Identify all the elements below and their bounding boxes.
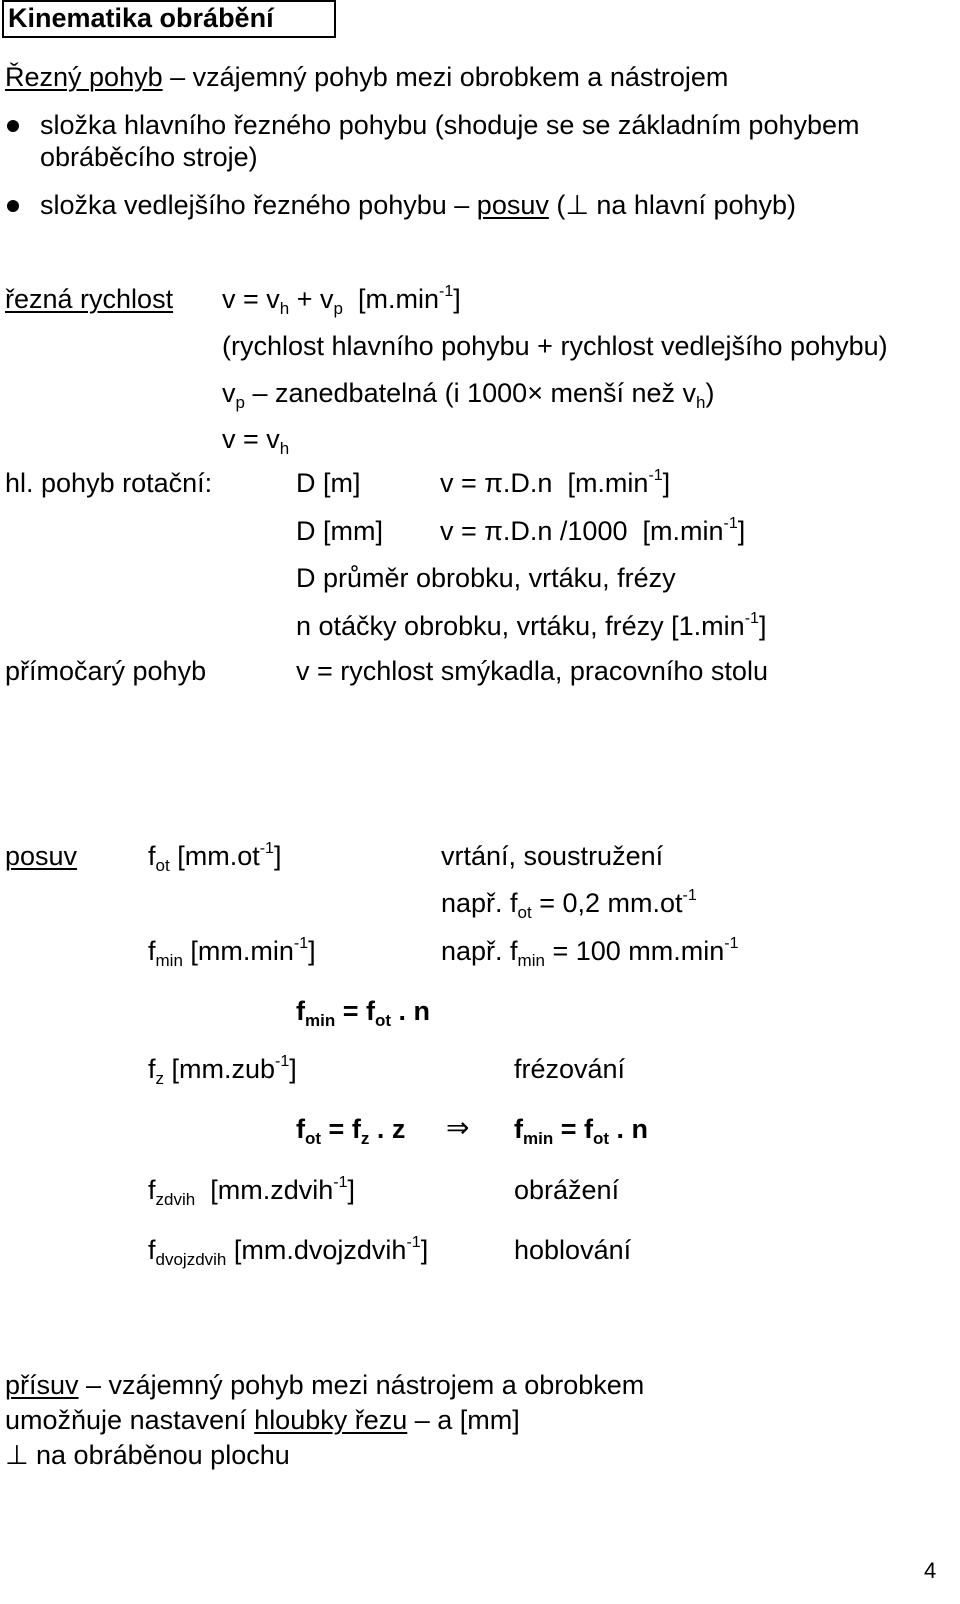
- eq-plus: + v: [289, 284, 334, 314]
- f: f: [148, 841, 156, 871]
- infeed-line2-post: – a [mm]: [407, 1405, 520, 1435]
- feed-f-dvojzdvih-use: hoblování: [514, 1235, 632, 1265]
- feed-label: posuv: [5, 841, 78, 871]
- cutting-speed-explain: (rychlost hlavního pohybu + rychlost vedlejšího pohybu): [222, 331, 888, 361]
- feed-f-min-example: [441, 935, 739, 970]
- intro-rest: – vzájemný pohyb mezi obrobkem a nástrojem: [162, 62, 729, 92]
- sub: ot: [155, 856, 170, 875]
- bullet-dot: [7, 120, 19, 132]
- intro-term: Řezný pohyb: [5, 62, 163, 92]
- unit: [mm.min: [182, 936, 294, 966]
- sub: zdvih: [155, 1190, 196, 1209]
- feed-f-dvojzdvih: [148, 1234, 429, 1269]
- close: ]: [347, 1175, 355, 1205]
- sub: dvojzdvih: [155, 1250, 227, 1269]
- bullet-2-term: posuv: [476, 190, 549, 220]
- close: ]: [289, 1054, 297, 1084]
- unit: [mm.dvojzdvih: [226, 1235, 407, 1265]
- exp: -1: [293, 935, 309, 952]
- sub: min: [517, 951, 545, 970]
- rotary-formula-m: [440, 467, 671, 498]
- bullet-2-post: (⊥ na hlavní pohyb): [548, 190, 797, 220]
- feed-f-z-use: frézování: [514, 1054, 626, 1084]
- eq-unit: [m.min: [358, 284, 440, 314]
- rotary-label: hl. pohyb rotační:: [5, 468, 213, 498]
- bullet-2-pre: složka vedlejšího řezného pohybu –: [40, 190, 477, 220]
- neg-close: ): [705, 378, 715, 408]
- result-v: v = v: [222, 424, 280, 454]
- n-desc-close: ]: [758, 611, 767, 641]
- s1: ot: [305, 1129, 322, 1148]
- unit: [mm.zdvih: [195, 1175, 334, 1205]
- rotary-formula-mm: [440, 515, 746, 546]
- eq-close: ]: [453, 284, 461, 314]
- neg-text: – zanedbatelná (i 1000× menší než v: [244, 378, 697, 408]
- exp: -1: [406, 1234, 421, 1251]
- neg-sub-p: p: [235, 393, 245, 412]
- feed-f-zdvih-use: obrážení: [514, 1175, 620, 1205]
- feed-f-ot-use: vrtání, soustružení: [441, 841, 664, 871]
- eq: = f: [335, 996, 375, 1026]
- n-desc-text: n otáčky obrobku, vrtáku, frézy [1.min: [296, 611, 745, 641]
- f: f: [148, 1235, 156, 1265]
- neg-v: v: [222, 378, 236, 408]
- exp: -1: [682, 887, 697, 904]
- rotary-dim-mm: D [mm]: [296, 516, 383, 546]
- formula-close: ]: [737, 516, 746, 546]
- formula-unit: [m.min: [567, 468, 649, 498]
- eq-sub-h: h: [279, 299, 290, 318]
- eq-sub-p: p: [333, 299, 343, 318]
- unit: [mm.ot: [169, 841, 260, 871]
- formula-exp: -1: [723, 515, 738, 532]
- linear-text: v = rychlost smýkadla, pracovního stolu: [296, 656, 768, 686]
- feed-relation-fot-fz: [296, 1114, 406, 1148]
- close: ]: [273, 841, 282, 871]
- f1: f: [296, 1114, 305, 1144]
- sub: min: [155, 951, 183, 970]
- cutting-speed-label: řezná rychlost: [5, 284, 174, 314]
- f: f: [148, 1175, 156, 1205]
- sub: z: [155, 1069, 165, 1088]
- s2: ot: [593, 1129, 610, 1148]
- tail: . n: [609, 1114, 649, 1144]
- formula-close: ]: [662, 468, 671, 498]
- result-sub-h: h: [279, 439, 290, 458]
- cutting-speed-equation: [222, 283, 461, 318]
- bullet-1-line1: složka hlavního řezného pohybu (shoduje se se základním pohybem: [40, 110, 860, 140]
- s2: z: [360, 1129, 370, 1148]
- s1: min: [305, 1011, 336, 1030]
- close: ]: [420, 1235, 429, 1265]
- eq: = f: [321, 1114, 361, 1144]
- infeed-line2-term: hloubky řezu: [254, 1405, 408, 1435]
- infeed-line2-pre: umožňuje nastavení: [5, 1405, 255, 1435]
- formula-text: v = π.D.n /1000: [440, 516, 628, 546]
- pre: např. f: [441, 936, 518, 966]
- infeed-line2: [5, 1407, 520, 1434]
- intro-line: [5, 64, 728, 91]
- exp: -1: [275, 1053, 290, 1070]
- infeed-line1: [5, 1372, 644, 1399]
- rotary-d-desc: D průměr obrobku, vrtáku, frézy: [296, 563, 676, 593]
- feed-relation-fmin-fot-2: [514, 1114, 649, 1148]
- feed-f-ot: [148, 840, 282, 875]
- infeed-rest: – vzájemný pohyb mezi nástrojem a obrobkem: [78, 1370, 645, 1400]
- neg-sub-h: h: [696, 393, 706, 412]
- formula-unit: [m.min: [642, 516, 724, 546]
- rotary-dim-m: D [m]: [296, 468, 361, 498]
- formula-text: v = π.D.n: [440, 468, 553, 498]
- rotary-n-desc: [296, 610, 767, 641]
- feed-f-min: [148, 935, 316, 970]
- val: = 100 mm.min: [544, 936, 725, 966]
- implies-arrow-icon: ⇒: [446, 1112, 470, 1143]
- eq-exp: -1: [439, 283, 454, 300]
- close: ]: [308, 936, 316, 966]
- exp: -1: [333, 1174, 348, 1191]
- val: = 0,2 mm.ot: [531, 888, 683, 918]
- s1: min: [523, 1129, 554, 1148]
- f: f: [148, 936, 156, 966]
- sub: ot: [517, 903, 532, 922]
- tail: . z: [369, 1114, 406, 1144]
- page-title: Kinematika obrábění: [8, 3, 274, 33]
- pre: např. f: [441, 888, 518, 918]
- f1: f: [296, 996, 305, 1026]
- bullet-1-line2: obráběcího stroje): [40, 142, 258, 172]
- unit: [mm.zub: [164, 1054, 276, 1084]
- eq: = f: [553, 1114, 593, 1144]
- eq-v: v = v: [222, 284, 280, 314]
- bullet-2: [40, 192, 796, 219]
- exp: -1: [724, 935, 739, 952]
- infeed-line3: ⊥ na obráběnou plochu: [5, 1440, 290, 1470]
- feed-f-zdvih: [148, 1174, 355, 1209]
- bullet-dot: [7, 200, 19, 212]
- tail: . n: [391, 996, 431, 1026]
- feed-relation-fmin-fot: [296, 996, 431, 1030]
- feed-f-z: [148, 1053, 297, 1088]
- s2: ot: [375, 1011, 392, 1030]
- f1: f: [514, 1114, 523, 1144]
- formula-exp: -1: [648, 467, 663, 484]
- exp: -1: [259, 840, 274, 857]
- cutting-speed-result: [222, 424, 290, 458]
- linear-label: přímočarý pohyb: [5, 656, 207, 686]
- feed-f-ot-example: [441, 887, 697, 922]
- n-desc-exp: -1: [744, 610, 759, 627]
- feed-speed-negligible: [222, 378, 715, 412]
- infeed-term: přísuv: [5, 1370, 79, 1400]
- f: f: [148, 1054, 156, 1084]
- page-number: 4: [924, 1558, 937, 1583]
